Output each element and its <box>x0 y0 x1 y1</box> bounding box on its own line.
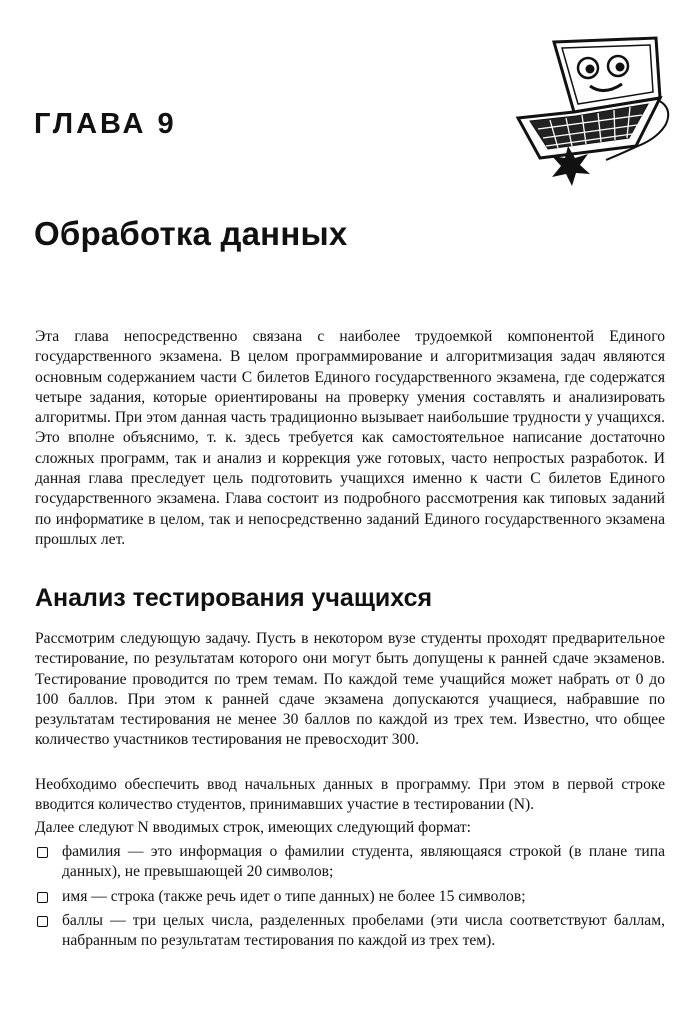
list-item <box>35 887 665 907</box>
list-item-text: имя — строка (также речь идет о типе данных) не более 15 символов; <box>62 887 526 905</box>
paragraph-text: Необходимо обеспечить ввод начальных данных в программу. При этом в первой строке вводится количество студентов, принимавших участие в тестировании (N). <box>35 776 665 814</box>
list-item <box>35 842 665 883</box>
paragraph-text: Рассмотрим следующую задачу. Пусть в некотором вузе студенты проходят предварительное тестирование, по результатам которого они могут быть допущены к ранней сдаче экзаменов. Тестирование проводится по трем темам. По каждой теме учащийся может набрать от 0 до 100 баллов. При этом к ранней сдаче экзамена допускаются учащиеся, набравшие по результатам тестирования не менее 30 баллов по каждой из трех тем. Известно, что общее количество участников тестирования не превосходит 300. <box>35 630 665 749</box>
laptop-character-icon <box>508 28 680 188</box>
body-paragraph-1 <box>35 629 665 751</box>
chapter-label: ГЛАВА 9 <box>34 108 177 140</box>
list-item <box>35 911 665 952</box>
bullet-list <box>35 842 665 955</box>
section-heading: Анализ тестирования учащихся <box>35 584 433 612</box>
body-paragraph-2 <box>35 775 665 816</box>
list-item-text: фамилия — это информация о фамилии студента, являющаяся строкой (в плане типа данных), не превышающей 20 символов; <box>62 843 665 881</box>
body-paragraph-3 <box>35 818 665 838</box>
chapter-title: Обработка данных <box>34 215 348 252</box>
intro-paragraph: Эта глава непосредственно связана с наиболее трудоемкой компонентой Единого государственного экзамена. В целом программирование и алгоритмизация задач являются основным содержанием части C билетов Единого государственного экзамена, где содержатся четыре задания, которые ориентированы на проверку умения составлять и анализировать алгоритмы. При этом данная часть традиционно вызывает наибольшие трудности у учащихся. Это вполне объяснимо, т. к. здесь требуется как самостоятельное написание достаточно сложных программ, так и анализ и коррекция уже готовых, часто непростых разработок. И данная глава преследует цель подготовить учащихся именно к части C билетов Единого государственного экзамена. Глава состоит из подробного рассмотрения как типовых заданий по информатике в целом, так и непосредственно заданий Единого государственного экзамена прошлых лет. <box>35 328 665 548</box>
list-item-text: баллы — три целых числа, разделенных пробелами (эти числа соответствуют баллам, набранным по результатам тестирования по каждой из трех тем). <box>62 911 665 950</box>
square-bullet-icon <box>37 847 48 858</box>
paragraph-text: Далее следуют N вводимых строк, имеющих следующий формат: <box>35 819 471 836</box>
square-bullet-icon <box>37 892 48 903</box>
square-bullet-icon <box>37 916 48 927</box>
intro-text <box>35 327 665 550</box>
